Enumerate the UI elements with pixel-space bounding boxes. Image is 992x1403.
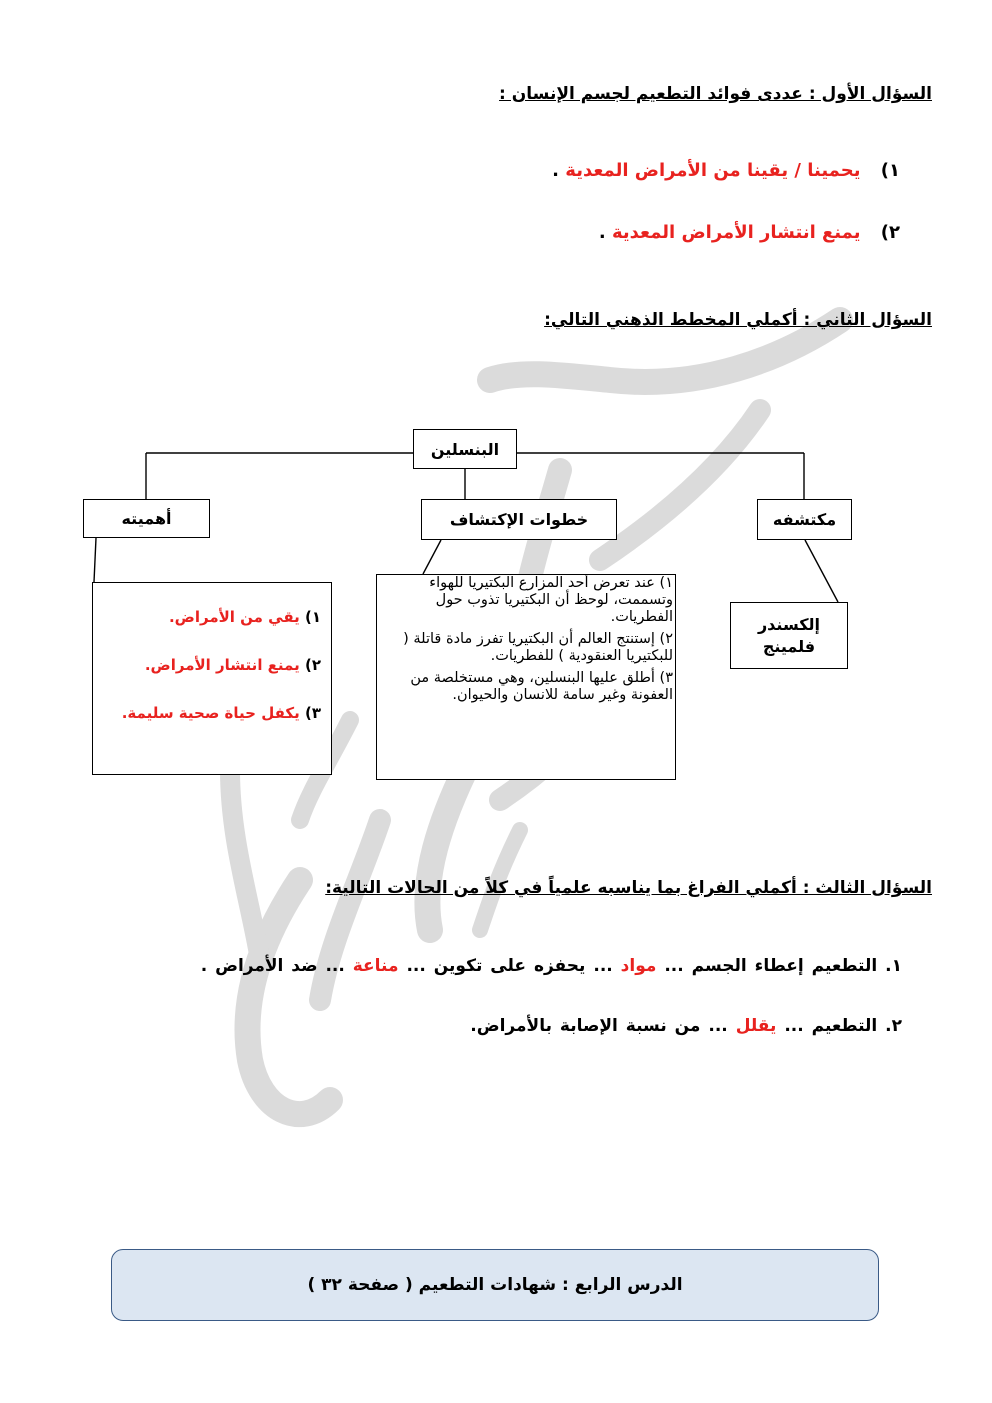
importance-item-2-text: يمنع انتشار الأمراض.: [144, 656, 300, 674]
importance-item-2: [93, 656, 321, 674]
q3-line-1-answer-2: مناعة: [352, 956, 399, 976]
step-1: ١) عند تعرض أحد المزارع البكتيريا للهواء وتسممت، لوحظ أن البكتيريا تذوب حول الفطريات.: [429, 575, 673, 625]
q3-line-2-text-1: التطعيم: [811, 1016, 878, 1036]
q3-line-2-text-2: من نسبة الإصابة بالأمراض.: [470, 1016, 701, 1036]
q3-line-2: [470, 1016, 902, 1036]
q3-line-1-answer-1: مواد: [620, 956, 657, 976]
importance-item-1-number: ١): [304, 608, 321, 626]
importance-item-3-number: ٣): [304, 704, 321, 722]
q3-line-2-dots-1: ...: [784, 1016, 804, 1036]
importance-item-1: [93, 608, 321, 626]
importance-item-1-text: يقي من الأمراض.: [168, 608, 300, 626]
mindmap-discoverer-label: مكتشفه: [757, 499, 852, 540]
lesson-footer-banner: [111, 1249, 879, 1321]
q3-line-1-text-3: ضد الأمراض .: [200, 956, 318, 976]
q3-line-1-dots-1: ...: [664, 956, 684, 976]
q3-line-1-number: ١.: [885, 956, 902, 976]
mindmap-steps-label: خطوات الإكتشاف: [421, 499, 617, 540]
q3-line-2-answer-1: يقلل: [735, 1016, 777, 1036]
q1-item-2-end: .: [598, 222, 606, 243]
importance-item-3: [93, 704, 321, 722]
q1-item-2-number: ٢): [880, 222, 900, 243]
q3-line-1-dots-3: ...: [406, 956, 426, 976]
q3-line-1-dots-4: ...: [325, 956, 345, 976]
lesson-footer-text: الدرس الرابع : شهادات التطعيم ( صفحة ٣٢ ): [307, 1275, 683, 1295]
step-3: ٣) أطلق عليها البنسلين، وهي مستخلصة من العفونة وغير سامة للانسان والحيوان.: [410, 670, 673, 703]
mindmap-discoverer-name: إلكسندر فلمينج: [730, 602, 848, 669]
q1-item-1-end: .: [552, 160, 559, 181]
mindmap-steps-box: [376, 574, 676, 780]
q1-item-2-answer: يمنع انتشار الأمراض المعدية: [611, 222, 861, 243]
q3-line-1-text-1: التطعيم إعطاء الجسم: [691, 956, 878, 976]
importance-item-3-text: يكفل حياة صحية سليمة.: [121, 704, 300, 722]
q3-line-1: [201, 956, 902, 976]
q1-item-1-answer: يحمينا / يقينا من الأمراض المعدية: [565, 160, 861, 181]
q1-item-1-number: ١): [880, 160, 900, 181]
q3-line-2-dots-2: ...: [708, 1016, 728, 1036]
mindmap-importance-label: أهميته: [83, 499, 210, 538]
q3-line-2-number: ٢.: [885, 1016, 902, 1036]
q1-heading: السؤال الأول : عددى فوائد التطعيم لجسم الإنسان :: [499, 84, 932, 104]
q2-heading: السؤال الثاني : أكملي المخطط الذهني التالي:: [544, 310, 932, 330]
mindmap-importance-box: [92, 582, 332, 775]
mindmap-root-penicillin: البنسلين: [413, 429, 517, 469]
importance-item-2-number: ٢): [304, 656, 321, 674]
q3-heading: السؤال الثالث : أكملي الفراغ بما يناسبه علمياً في كلاً من الحالات التالية:: [325, 878, 932, 898]
q3-line-1-text-2: يحفزه على تكوين: [433, 956, 586, 976]
q3-line-1-dots-2: ...: [593, 956, 613, 976]
step-2: ٢) إستنتج العالم أن البكتيريا تفرز مادة قاتلة ( للبكتيريا العنقودية ) للفطريات.: [403, 631, 673, 664]
